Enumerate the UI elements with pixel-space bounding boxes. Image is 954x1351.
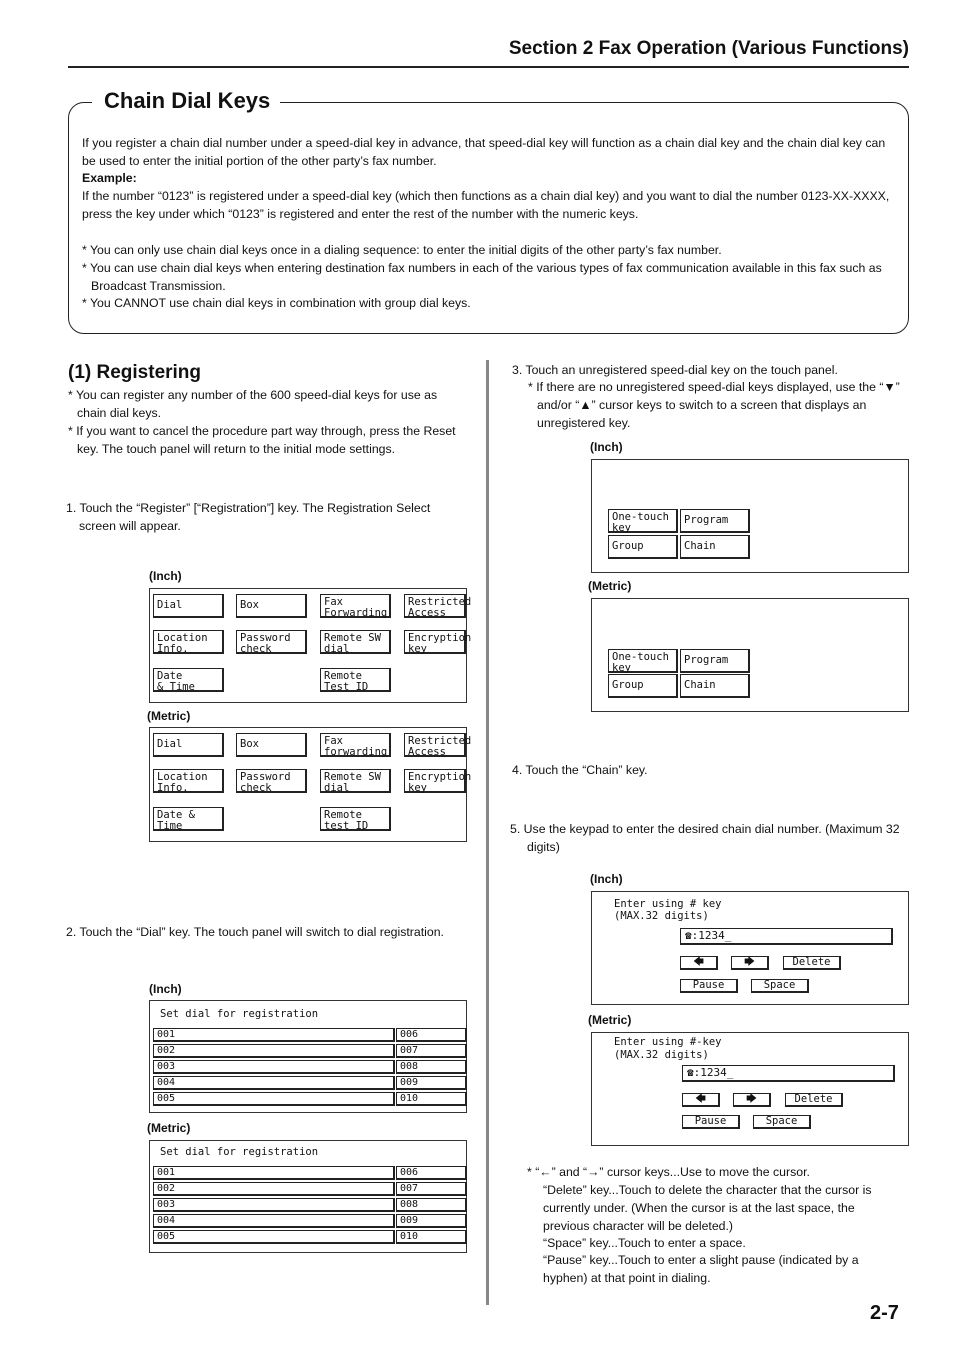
key-fax-forwarding[interactable]: Fax Forwarding — [320, 594, 391, 618]
key-password-check[interactable]: Password check — [236, 630, 307, 654]
step-4: 4. Touch the “Chain” key. — [512, 763, 648, 777]
dial-row-008[interactable]: 008 — [396, 1198, 467, 1212]
key-date-time[interactable]: Date & Time — [153, 668, 224, 692]
cursor-note-2: “Delete” key...Touch to delete the character that the cursor is currently under. (When the cursor is at the last space, the previous character will be deleted.) — [543, 1183, 872, 1233]
intro-note-3: * You CANNOT use chain dial keys in combination with group dial keys. — [82, 296, 471, 310]
entry-max-digits: (MAX.32 digits) — [614, 1049, 709, 1061]
key-password-check[interactable]: Password check — [236, 769, 307, 793]
key-program[interactable]: Program — [680, 509, 750, 533]
number-entry-panel-metric — [591, 1032, 909, 1146]
key-remote-sw-dial[interactable]: Remote SW dial — [320, 630, 391, 654]
speed-dial-select-panel-inch — [591, 459, 909, 573]
page-title: Chain Dial Keys — [92, 88, 280, 114]
cursor-note-3: “Space” key...Touch to enter a space. — [543, 1236, 746, 1250]
label-inch: (Inch) — [590, 872, 623, 886]
intro-paragraph: If you register a chain dial number under a speed-dial key in advance, that speed-dial key will function as a chain dial key and the chain dial key can be used to enter the initial portion of the other party’s fax number. — [82, 136, 886, 168]
dial-row-006[interactable]: 006 — [396, 1028, 467, 1042]
dial-row-006[interactable]: 006 — [396, 1166, 467, 1180]
panel-heading: Set dial for registration — [160, 1008, 319, 1020]
key-fax-forwarding[interactable]: Fax forwarding — [320, 733, 391, 757]
key-box[interactable]: Box — [236, 733, 307, 757]
label-inch: (Inch) — [149, 569, 182, 583]
key-chain[interactable]: Chain — [680, 674, 750, 698]
dial-row-010[interactable]: 010 — [396, 1230, 467, 1244]
number-field[interactable]: ☎:1234_ — [682, 1065, 895, 1082]
intro-note-2: * You can use chain dial keys when entering destination fax numbers in each of the various types of fax communication available in this fax such as Broadcast Transmission. — [82, 261, 882, 293]
key-restricted-access[interactable]: Restricted Access — [404, 733, 466, 757]
step-1: 1. Touch the “Register” [“Registration”] key. The Registration Select screen will appear. — [66, 501, 431, 533]
cursor-right-button[interactable]: 🡆 — [731, 956, 769, 970]
dial-row-005[interactable]: 005 — [153, 1092, 395, 1106]
label-inch: (Inch) — [149, 982, 182, 996]
key-program[interactable]: Program — [680, 649, 750, 673]
label-inch: (Inch) — [590, 440, 623, 454]
step-3: 3. Touch an unregistered speed-dial key on the touch panel. — [512, 363, 838, 377]
cursor-note-4: “Pause” key...Touch to enter a slight pause (indicated by a hyphen) at that point in dialing. — [543, 1253, 859, 1285]
step-5: 5. Use the keypad to enter the desired chain dial number. (Maximum 32 digits) — [510, 822, 900, 854]
registration-select-panel-metric — [149, 727, 472, 842]
dial-registration-panel-inch — [149, 1000, 467, 1113]
key-date-time[interactable]: Date & Time — [153, 807, 224, 831]
label-metric: (Metric) — [588, 1013, 632, 1027]
dial-registration-panel-metric — [149, 1140, 467, 1253]
registration-select-panel-inch — [149, 588, 472, 703]
example-text: If the number “0123” is registered under a speed-dial key (which then functions as a chain dial key) and you want to dial the number 0123-XX-XXXX, press the key under which “0123” is registered and enter the rest of the number with the numeric keys. — [82, 189, 890, 221]
key-encryption-key[interactable]: Encryption key — [404, 630, 466, 654]
dial-row-009[interactable]: 009 — [396, 1214, 467, 1228]
key-box[interactable]: Box — [236, 594, 307, 618]
entry-max-digits: (MAX.32 digits) — [614, 910, 709, 922]
delete-button[interactable]: Delete — [783, 956, 841, 970]
key-remote-test-id[interactable]: Remote test ID — [320, 807, 391, 831]
dial-row-009[interactable]: 009 — [396, 1076, 467, 1090]
key-dial[interactable]: Dial — [153, 733, 224, 757]
entry-instruction: Enter using # key — [614, 898, 722, 910]
dial-row-004[interactable]: 004 — [153, 1214, 395, 1228]
label-metric: (Metric) — [147, 1121, 191, 1135]
example-label: Example: — [82, 171, 137, 185]
panel-heading: Set dial for registration — [160, 1146, 319, 1158]
dial-row-005[interactable]: 005 — [153, 1230, 395, 1244]
key-dial[interactable]: Dial — [153, 594, 224, 618]
cursor-left-button[interactable]: 🡄 — [680, 956, 718, 970]
space-button[interactable]: Space — [751, 979, 809, 993]
key-one-touch[interactable]: One-touch key — [608, 509, 678, 533]
key-group[interactable]: Group — [608, 674, 678, 698]
cursor-right-button[interactable]: 🡆 — [733, 1093, 771, 1107]
step-2: 2. Touch the “Dial” key. The touch panel will switch to dial registration. — [66, 925, 444, 939]
dial-row-003[interactable]: 003 — [153, 1060, 395, 1074]
entry-instruction: Enter using #-key — [614, 1036, 722, 1048]
section-header: Section 2 Fax Operation (Various Functions) — [508, 38, 909, 59]
cursor-left-button[interactable]: 🡄 — [682, 1093, 720, 1107]
key-encryption-key[interactable]: Encryption key — [404, 769, 466, 793]
key-one-touch[interactable]: One-touch key — [608, 649, 678, 673]
dial-row-001[interactable]: 001 — [153, 1028, 395, 1042]
delete-button[interactable]: Delete — [785, 1093, 843, 1107]
registering-note-1: * You can register any number of the 600 speed-dial keys for use as chain dial keys. — [68, 388, 438, 420]
key-remote-test-id[interactable]: Remote Test ID — [320, 668, 391, 692]
key-location-info[interactable]: Location Info. — [153, 630, 224, 654]
cursor-note-1: * “←” and “→” cursor keys...Use to move the cursor. — [527, 1165, 810, 1179]
label-metric: (Metric) — [588, 579, 632, 593]
number-entry-panel-inch — [591, 891, 909, 1005]
registering-title: (1) Registering — [68, 362, 202, 383]
registering-note-2: * If you want to cancel the procedure part way through, press the Reset key. The touch panel will return to the initial mode settings. — [68, 424, 456, 456]
key-restricted-access[interactable]: Restricted Access — [404, 594, 466, 618]
speed-dial-select-panel-metric — [591, 598, 909, 712]
dial-row-001[interactable]: 001 — [153, 1166, 395, 1180]
label-metric: (Metric) — [147, 709, 191, 723]
key-chain[interactable]: Chain — [680, 535, 750, 559]
pause-button[interactable]: Pause — [680, 979, 738, 993]
intro-note-1: * You can only use chain dial keys once in a dialing sequence: to enter the initial digits of the other party’s fax number. — [82, 243, 722, 257]
dial-row-004[interactable]: 004 — [153, 1076, 395, 1090]
dial-row-010[interactable]: 010 — [396, 1092, 467, 1106]
dial-row-007[interactable]: 007 — [396, 1044, 467, 1058]
number-field[interactable]: ☎:1234_ — [680, 928, 893, 945]
dial-row-002[interactable]: 002 — [153, 1044, 395, 1058]
key-group[interactable]: Group — [608, 535, 678, 559]
space-button[interactable]: Space — [753, 1115, 811, 1129]
page-number: 2-7 — [870, 1302, 899, 1324]
header-rule — [68, 66, 909, 68]
key-location-info[interactable]: Location Info. — [153, 769, 224, 793]
dial-row-008[interactable]: 008 — [396, 1060, 467, 1074]
key-remote-sw-dial[interactable]: Remote SW dial — [320, 769, 391, 793]
dial-row-007[interactable]: 007 — [396, 1182, 467, 1196]
step-3-note: * If there are no unregistered speed-dial keys displayed, use the “▼” and/or “▲” cursor keys to switch to a screen that displays an unregistered key. — [528, 380, 900, 430]
dial-row-002[interactable]: 002 — [153, 1182, 395, 1196]
dial-row-003[interactable]: 003 — [153, 1198, 395, 1212]
column-divider — [486, 360, 489, 1305]
pause-button[interactable]: Pause — [682, 1115, 740, 1129]
